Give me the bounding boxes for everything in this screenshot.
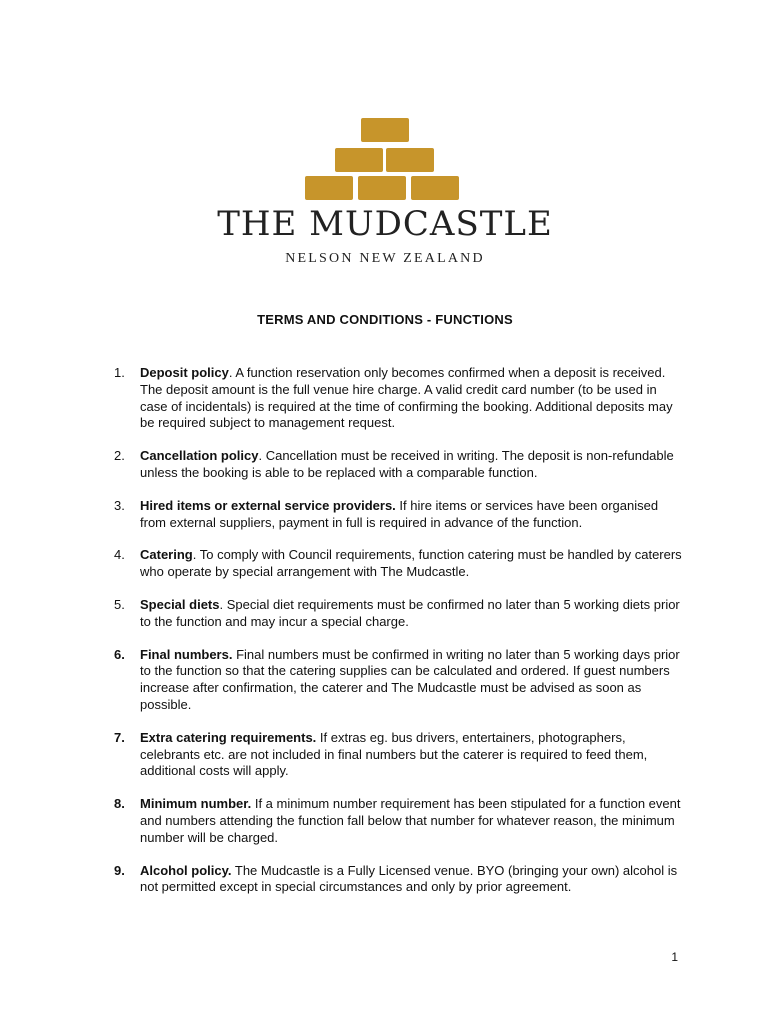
logo-brick xyxy=(411,176,459,200)
term-number: 4. xyxy=(114,547,125,563)
term-heading: Minimum number. xyxy=(140,796,252,812)
term-number: 6. xyxy=(114,646,125,662)
term-body: If hire items or services have been organised from external suppliers, payment in full is required in advance of the function. xyxy=(140,497,659,530)
term-item xyxy=(114,498,684,532)
term-item xyxy=(114,730,684,780)
term-heading: Cancellation policy xyxy=(140,448,259,464)
term-body: . Special diet requirements must be confirmed no later than 5 working diets prior to the function and may incur a special charge. xyxy=(140,596,680,629)
term-item xyxy=(114,863,684,897)
term-number: 1. xyxy=(114,365,125,380)
terms-list xyxy=(114,365,684,912)
term-number: 3. xyxy=(114,497,125,513)
term-heading: Hired items or external service providers. xyxy=(140,497,396,513)
logo-brick xyxy=(361,118,409,142)
term-number: 9. xyxy=(114,862,125,878)
term-item xyxy=(114,547,684,581)
term-heading: Special diets xyxy=(140,596,220,612)
term-heading: Final numbers. xyxy=(140,646,233,662)
term-item xyxy=(114,796,684,846)
logo-subtitle: NELSON NEW ZEALAND xyxy=(285,251,485,266)
term-item xyxy=(114,365,684,432)
term-heading: Deposit policy xyxy=(140,365,229,380)
logo-brick xyxy=(305,176,353,200)
logo-wordmark: THE MUDCASTLE xyxy=(217,204,553,244)
document-title: TERMS AND CONDITIONS - FUNCTIONS xyxy=(257,312,513,327)
term-body: . A function reservation only becomes confirmed when a deposit is received. The deposit amount is the full venue hire charge. A valid credit card number (to be used in case of incidentals) is required at the time of confirming the booking. Additional deposits may be required subject to management request. xyxy=(140,365,673,431)
term-body: The Mudcastle is a Fully Licensed venue. BYO (bringing your own) alcohol is not permitted except in special circumstances and only by prior agreement. xyxy=(140,862,678,895)
term-heading: Alcohol policy. xyxy=(140,862,232,878)
term-item xyxy=(114,597,684,631)
term-item xyxy=(114,448,684,482)
term-heading: Extra catering requirements. xyxy=(140,729,317,745)
logo-brick xyxy=(358,176,406,200)
logo-brick xyxy=(335,148,383,172)
term-number: 2. xyxy=(114,448,125,464)
term-item xyxy=(114,647,684,714)
term-body: . To comply with Council requirements, function catering must be handled by caterers who operate by special arrangement with The Mudcastle. xyxy=(140,547,682,580)
term-body: . Cancellation must be received in writing. The deposit is non-refundable unless the booking is able to be replaced with a comparable function. xyxy=(140,448,674,480)
mudcastle-brick-logo xyxy=(300,118,470,202)
logo-brick xyxy=(386,148,434,172)
term-body: Final numbers must be confirmed in writing no later than 5 working days prior to the function so that the catering supplies can be calculated and ordered. If guest numbers increase after confirmation, the caterer and The Mudcastle must be advised as soon as possible. xyxy=(140,646,680,712)
term-number: 5. xyxy=(114,596,125,612)
term-number: 7. xyxy=(114,729,125,745)
term-number: 8. xyxy=(114,796,125,812)
term-body: If a minimum number requirement has been stipulated for a function event and numbers attending the function fall below that number for whatever reason, the minimum number will be charged. xyxy=(140,796,681,845)
term-body: If extras eg. bus drivers, entertainers, photographers, celebrants etc. are not included in final numbers but the caterer is required to feed them, additional costs will apply. xyxy=(140,729,648,779)
page-number: 1 xyxy=(671,950,678,964)
term-heading: Catering xyxy=(140,547,193,563)
